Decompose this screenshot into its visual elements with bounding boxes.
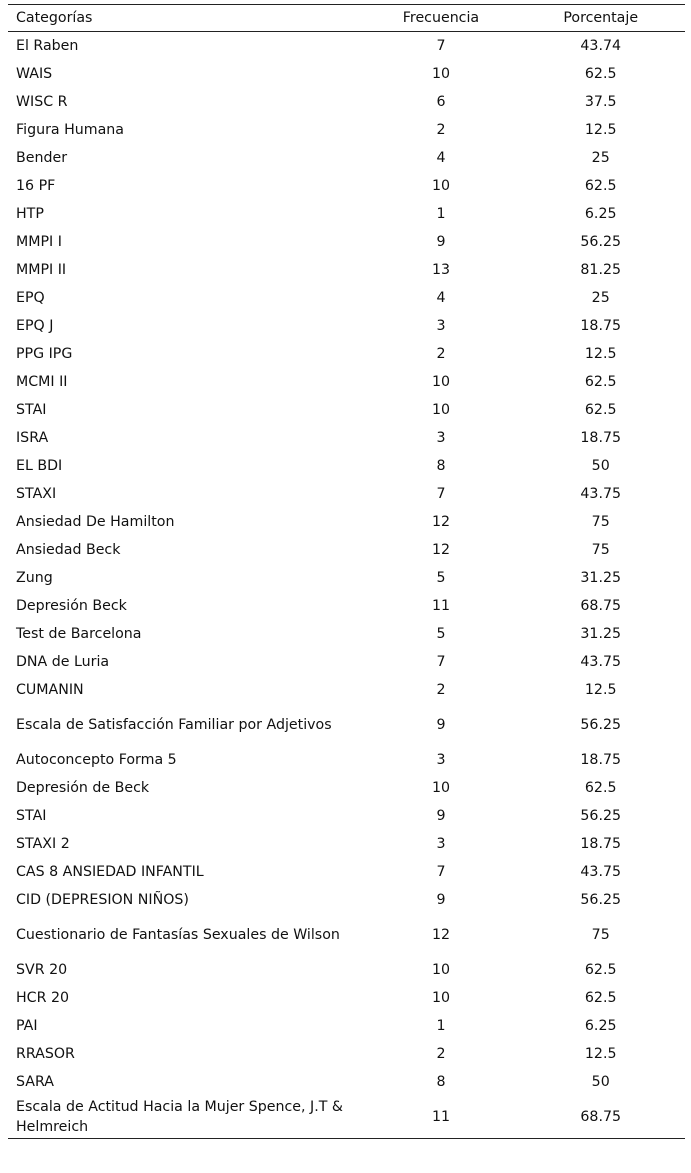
cell-category: STAXI xyxy=(16,486,57,502)
table-row xyxy=(8,648,685,676)
table-row xyxy=(8,830,685,858)
table-row xyxy=(8,424,685,452)
cell-frequency: 8 xyxy=(436,458,446,474)
cell-percentage: 62.5 xyxy=(584,66,617,82)
cell-category: SARA xyxy=(16,1074,54,1090)
cell-frequency: 3 xyxy=(436,318,446,334)
cell-category: Bender xyxy=(16,150,68,166)
cell-category: WAIS xyxy=(16,66,53,82)
table-row xyxy=(8,312,685,340)
cell-percentage: 68.75 xyxy=(516,1096,685,1139)
table-row xyxy=(8,116,685,144)
cell-frequency: 7 xyxy=(436,38,446,54)
cell-frequency: 11 xyxy=(431,598,450,614)
table-row xyxy=(8,984,685,1012)
cell-frequency: 10 xyxy=(431,402,450,418)
cell-percentage: 68.75 xyxy=(580,598,622,614)
table-row xyxy=(8,60,685,88)
cell-category: STAI xyxy=(16,808,47,824)
table-row xyxy=(8,368,685,396)
cell-frequency: 9 xyxy=(436,892,446,908)
cell-frequency: 5 xyxy=(436,570,446,586)
cell-category: El Raben xyxy=(16,38,79,54)
cell-category: Depresión Beck xyxy=(16,598,127,614)
cell-percentage: 56.25 xyxy=(580,717,622,733)
table-header-row xyxy=(8,5,685,32)
cell-category: DNA de Luria xyxy=(16,654,110,670)
cell-percentage: 6.25 xyxy=(584,1018,617,1034)
cell-percentage: 43.74 xyxy=(580,38,622,54)
cell-percentage: 12.5 xyxy=(584,122,617,138)
cell-frequency: 4 xyxy=(436,290,446,306)
table-row xyxy=(8,1068,685,1096)
table-row xyxy=(8,802,685,830)
cell-frequency: 3 xyxy=(436,430,446,446)
cell-category: CID (DEPRESION NIÑOS) xyxy=(16,892,189,908)
table-row xyxy=(8,746,685,774)
table-row xyxy=(8,228,685,256)
table-row xyxy=(8,858,685,886)
cell-category: Escala de Satisfacción Familiar por Adjetivos xyxy=(16,717,332,733)
cell-category: PAI xyxy=(16,1018,38,1034)
cell-percentage: 50 xyxy=(591,1074,610,1090)
cell-category: Ansiedad Beck xyxy=(16,542,121,558)
cell-category: RRASOR xyxy=(16,1046,75,1062)
cell-category: HCR 20 xyxy=(16,990,69,1006)
table-row xyxy=(8,1096,685,1139)
cell-category: Escala de Actitud Hacia la Mujer Spence, J.T & Helmreich xyxy=(8,1096,366,1139)
cell-percentage: 18.75 xyxy=(580,836,622,852)
table-row xyxy=(8,564,685,592)
header-frequency: Frecuencia xyxy=(366,5,517,32)
cell-frequency: 10 xyxy=(431,66,450,82)
cell-category: PPG IPG xyxy=(16,346,73,362)
cell-frequency: 3 xyxy=(436,752,446,768)
cell-frequency: 2 xyxy=(436,346,446,362)
cell-category: EPQ J xyxy=(16,318,54,334)
cell-percentage: 31.25 xyxy=(580,570,622,586)
cell-percentage: 75 xyxy=(591,514,610,530)
cell-frequency: 10 xyxy=(431,962,450,978)
cell-percentage: 12.5 xyxy=(584,346,617,362)
cell-category: 16 PF xyxy=(16,178,56,194)
table-container xyxy=(8,4,685,1139)
cell-category: CAS 8 ANSIEDAD INFANTIL xyxy=(16,864,204,880)
table-row xyxy=(8,256,685,284)
cell-frequency: 2 xyxy=(436,682,446,698)
cell-frequency: 2 xyxy=(436,122,446,138)
cell-frequency: 10 xyxy=(431,780,450,796)
cell-percentage: 62.5 xyxy=(584,780,617,796)
cell-category: Zung xyxy=(16,570,53,586)
cell-frequency: 11 xyxy=(366,1096,517,1139)
cell-percentage: 56.25 xyxy=(580,892,622,908)
cell-percentage: 18.75 xyxy=(580,752,622,768)
header-percentage: Porcentaje xyxy=(516,5,685,32)
cell-percentage: 6.25 xyxy=(584,206,617,222)
cell-frequency: 1 xyxy=(436,206,446,222)
cell-frequency: 12 xyxy=(431,927,450,943)
cell-category: MCMI II xyxy=(16,374,68,390)
table-row xyxy=(8,1040,685,1068)
cell-category: STAXI 2 xyxy=(16,836,70,852)
cell-percentage: 37.5 xyxy=(584,94,617,110)
cell-percentage: 62.5 xyxy=(584,402,617,418)
cell-frequency: 9 xyxy=(436,808,446,824)
table-row xyxy=(8,340,685,368)
cell-category: Figura Humana xyxy=(16,122,124,138)
cell-percentage: 43.75 xyxy=(580,654,622,670)
cell-percentage: 75 xyxy=(591,542,610,558)
table-body xyxy=(8,32,685,1139)
table-row xyxy=(8,88,685,116)
cell-percentage: 62.5 xyxy=(584,990,617,1006)
table-row xyxy=(8,704,685,746)
cell-category: Ansiedad De Hamilton xyxy=(16,514,175,530)
table-row xyxy=(8,452,685,480)
cell-category: WISC R xyxy=(16,94,68,110)
table-row xyxy=(8,592,685,620)
cell-percentage: 56.25 xyxy=(580,808,622,824)
cell-category: SVR 20 xyxy=(16,962,68,978)
table-row xyxy=(8,1012,685,1040)
cell-percentage: 62.5 xyxy=(584,962,617,978)
cell-percentage: 75 xyxy=(591,927,610,943)
cell-category: MMPI I xyxy=(16,234,62,250)
cell-frequency: 12 xyxy=(431,542,450,558)
table-row xyxy=(8,914,685,956)
cell-percentage: 25 xyxy=(591,290,610,306)
cell-category: MMPI II xyxy=(16,262,67,278)
cell-frequency: 13 xyxy=(431,262,450,278)
cell-category: EPQ xyxy=(16,290,45,306)
cell-percentage: 12.5 xyxy=(584,682,617,698)
cell-percentage: 50 xyxy=(591,458,610,474)
cell-category: CUMANIN xyxy=(16,682,84,698)
table-row xyxy=(8,508,685,536)
cell-category: EL BDI xyxy=(16,458,63,474)
instruments-table xyxy=(8,4,685,1139)
table-row xyxy=(8,536,685,564)
cell-frequency: 8 xyxy=(436,1074,446,1090)
cell-category: HTP xyxy=(16,206,44,222)
cell-percentage: 62.5 xyxy=(584,374,617,390)
cell-percentage: 81.25 xyxy=(580,262,622,278)
cell-frequency: 9 xyxy=(436,234,446,250)
cell-category: Test de Barcelona xyxy=(16,626,142,642)
cell-percentage: 56.25 xyxy=(580,234,622,250)
table-row xyxy=(8,956,685,984)
cell-percentage: 18.75 xyxy=(580,318,622,334)
cell-frequency: 10 xyxy=(431,374,450,390)
table-row xyxy=(8,676,685,704)
table-row xyxy=(8,886,685,914)
table-row xyxy=(8,480,685,508)
cell-percentage: 43.75 xyxy=(580,486,622,502)
cell-category: Cuestionario de Fantasías Sexuales de Wilson xyxy=(16,927,340,943)
cell-frequency: 5 xyxy=(436,626,446,642)
cell-frequency: 4 xyxy=(436,150,446,166)
cell-percentage: 43.75 xyxy=(580,864,622,880)
cell-percentage: 31.25 xyxy=(580,626,622,642)
table-row xyxy=(8,774,685,802)
cell-frequency: 3 xyxy=(436,836,446,852)
table-row xyxy=(8,144,685,172)
table-row xyxy=(8,396,685,424)
table-row xyxy=(8,200,685,228)
cell-frequency: 2 xyxy=(436,1046,446,1062)
cell-category: Depresión de Beck xyxy=(16,780,150,796)
table-row xyxy=(8,620,685,648)
cell-frequency: 10 xyxy=(431,990,450,1006)
cell-category: Autoconcepto Forma 5 xyxy=(16,752,177,768)
cell-category: STAI xyxy=(16,402,47,418)
cell-frequency: 12 xyxy=(431,514,450,530)
cell-frequency: 7 xyxy=(436,486,446,502)
cell-percentage: 25 xyxy=(591,150,610,166)
cell-frequency: 9 xyxy=(436,717,446,733)
cell-percentage: 12.5 xyxy=(584,1046,617,1062)
cell-category: ISRA xyxy=(16,430,49,446)
cell-frequency: 10 xyxy=(431,178,450,194)
cell-frequency: 7 xyxy=(436,864,446,880)
table-row xyxy=(8,172,685,200)
header-category: Categorías xyxy=(8,5,366,32)
cell-percentage: 18.75 xyxy=(580,430,622,446)
cell-frequency: 1 xyxy=(436,1018,446,1034)
table-row xyxy=(8,284,685,312)
table-row xyxy=(8,32,685,61)
cell-frequency: 7 xyxy=(436,654,446,670)
cell-percentage: 62.5 xyxy=(584,178,617,194)
cell-frequency: 6 xyxy=(436,94,446,110)
